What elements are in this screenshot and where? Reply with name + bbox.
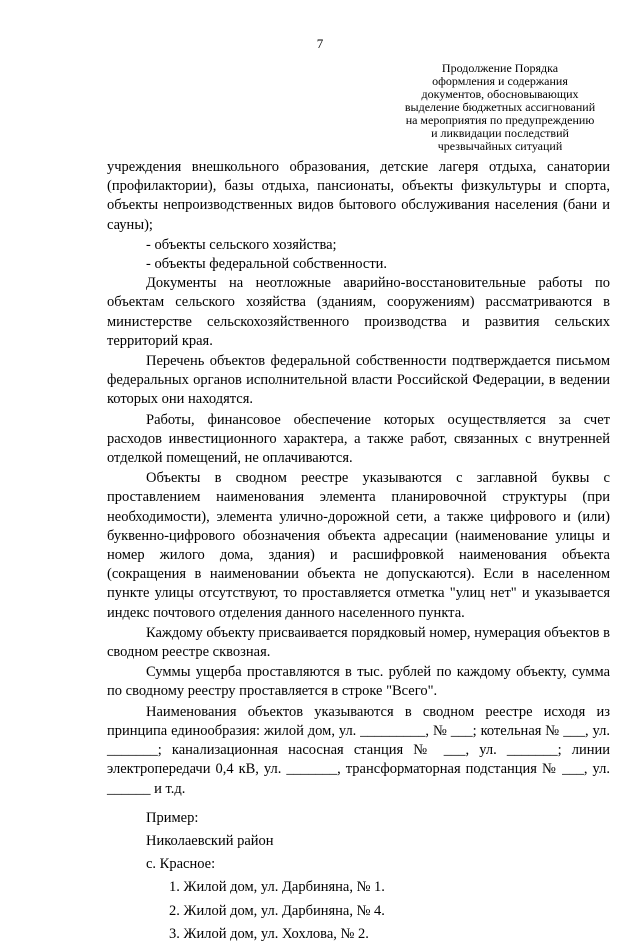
list-item-federal: - объекты федеральной собственности. [146,256,388,273]
paragraph-continuation: учреждения внешкольного образования, детские лагеря отдыха, санатории (профилактории), базы отдыха, пансионаты, объекты физкультуры и спорта, объекты непроизводственных видов бытового обслуживания населения (бани и сауны); [107,159,610,233]
paragraph-not-paid: Работы, финансовое обеспечение которых осуществляется за счет расходов инвестиционного характера, а также работ, связанных с внутренней отделкой помещений, не оплачиваются. [107,411,610,467]
page-number: 7 [316,36,324,51]
paragraph-damage-sums: Суммы ущерба проставляются в тыс. рублей по каждому объекту, сумма по сводному реестру проставляется в строке "Всего". [107,664,610,700]
paragraph-agriculture-docs: Документы на неотложные аварийно-восстановительные работы по объектам сельского хозяйства (зданиям, сооружениям) рассматриваются в министерстве сельскохозяйственного производства и развития сельских территорий края. [107,275,610,349]
example-item: 1. Жилой дом, ул. Дарбиняна, № 1. [169,879,385,896]
paragraph-numbering: Каждому объекту присваивается порядковый номер, нумерация объектов в сводном реестре сквозная. [107,624,610,661]
paragraph-naming: Наименования объектов указываются в сводном реестре исходя из принципа единообразия: жилой дом, ул. _________, № ___; котельная № ___, ул. _______; канализационная насосная станция № ___, ул. _______; линии электропередачи 0,4 кВ, ул. _______, трансформаторная подстанция № ___, ул. ______ и т.д. [107,703,610,797]
document-body [107,158,610,948]
header-line: документов, обосновывающих [421,87,579,101]
document-header [380,62,620,153]
example-block [107,809,610,944]
header-line: оформления и содержания [432,74,568,88]
list-item-agriculture: - объекты сельского хозяйства; [146,236,337,253]
example-item: 2. Жилой дом, ул. Дарбиняна, № 4. [169,902,385,919]
header-line: Продолжение Порядка [441,61,559,75]
header-line: чрезвычайных ситуаций [437,139,563,153]
header-line: и ликвидации последствий [431,126,569,140]
header-line: на мероприятия по предупреждению [405,113,595,127]
example-district: Николаевский район [146,832,274,849]
header-line: выделение бюджетных ассигнований [404,100,596,114]
example-item: 3. Жилой дом, ул. Хохлова, № 2. [169,925,369,942]
paragraph-registry-format: Объекты в сводном реестре указываются с заглавной буквы с проставлением наименования элемента планировочной структуры (при необходимости), элемента улично-дорожной сети, а также цифрового и (или) буквенно-цифрового обозначения объекта адресации (наименование улицы и номер жилого дома, здания) и расшифровкой наименования объекта (сокращения в наименовании объекта не допускаются). Если в населенном пункте улицы отсутствуют, то проставляется отметка "улиц нет" и указывается индекс почтового отделения данного населенного пункта. [107,470,610,621]
example-village: с. Красное: [146,856,216,873]
example-label: Пример: [146,809,199,826]
paragraph-federal-list: Перечень объектов федеральной собственности подтверждается письмом федеральных органов исполнительной власти Российской Федерации, в ведении которых они находятся. [107,353,610,408]
